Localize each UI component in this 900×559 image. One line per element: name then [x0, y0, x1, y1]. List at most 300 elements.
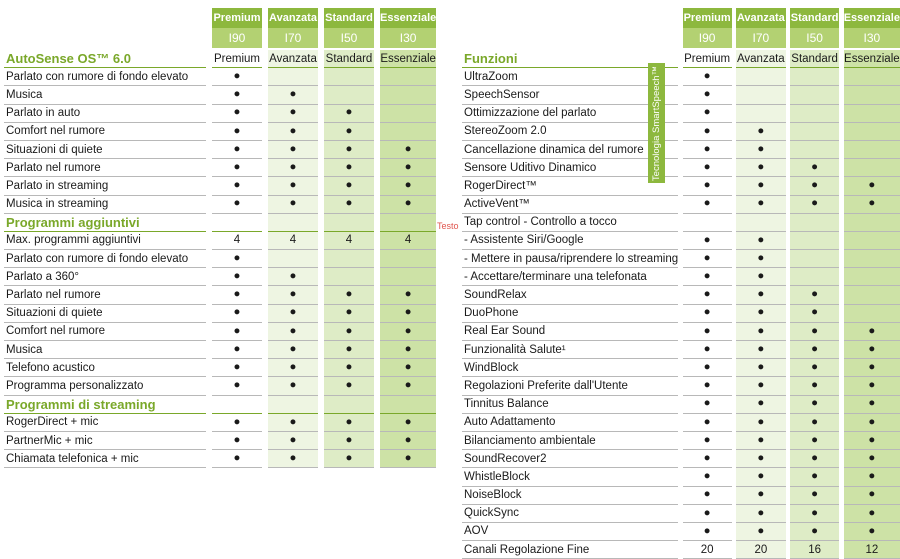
- cell-i70: ●: [268, 177, 318, 195]
- cell-i90: 4: [212, 231, 262, 249]
- cell-i70: ●: [268, 86, 318, 104]
- cell-i50: [324, 68, 374, 86]
- feature-label: Canali Regolazione Fine: [462, 541, 678, 559]
- feature-label: Situazioni di quiete: [4, 304, 206, 322]
- table-row: [462, 377, 900, 395]
- cell-i50: ●: [790, 286, 839, 304]
- feature-label: Parlato nel rumore: [4, 159, 206, 177]
- cell-i30: 4: [380, 231, 436, 249]
- cell-i90: ●: [683, 395, 732, 413]
- feature-label: ActiveVent™: [462, 195, 678, 213]
- cell-i70: ●: [736, 341, 785, 359]
- cell-i70: ●: [736, 140, 785, 158]
- cell-i30: ●: [844, 486, 900, 504]
- programs-comparison-table: [4, 8, 436, 468]
- cell-i50: ●: [790, 322, 839, 340]
- section-title: Programmi di streaming: [4, 395, 206, 413]
- cell-i50: [324, 395, 374, 413]
- cell-i30: 12: [844, 541, 900, 559]
- cell-i30: [380, 213, 436, 231]
- feature-label: Parlato con rumore di fondo elevato: [4, 68, 206, 86]
- cell-i50: Standard: [790, 49, 839, 68]
- cell-i70: ●: [736, 177, 785, 195]
- table-row: [462, 231, 900, 249]
- cell-i30: ●: [380, 286, 436, 304]
- cell-i90: ●: [212, 195, 262, 213]
- cell-i50: [790, 213, 839, 231]
- cell-i90: ●: [683, 322, 732, 340]
- tier-name-3: Essenziale: [844, 8, 900, 28]
- cell-i30: [844, 140, 900, 158]
- cell-i90: ●: [683, 250, 732, 268]
- section-header: [4, 395, 436, 413]
- table-row: [462, 177, 900, 195]
- cell-i50: [324, 268, 374, 286]
- cell-i70: ●: [736, 159, 785, 177]
- cell-i30: Essenziale: [844, 49, 900, 68]
- cell-i90: ●: [212, 159, 262, 177]
- cell-i70: ●: [268, 431, 318, 449]
- cell-i30: ●: [380, 413, 436, 431]
- feature-label: Tinnitus Balance: [462, 395, 678, 413]
- features-comparison-table: [462, 8, 900, 559]
- cell-i30: ●: [844, 341, 900, 359]
- cell-i90: [212, 213, 262, 231]
- table-row: [4, 322, 436, 340]
- cell-i30: ●: [844, 377, 900, 395]
- cell-i50: ●: [790, 159, 839, 177]
- cell-i90: ●: [683, 522, 732, 540]
- cell-i50: 4: [324, 231, 374, 249]
- table-row: [462, 468, 900, 486]
- feature-label: Musica: [4, 86, 206, 104]
- cell-i50: ●: [324, 431, 374, 449]
- cell-i70: ●: [736, 122, 785, 140]
- cell-i70: ●: [736, 322, 785, 340]
- feature-label: Parlato a 360°: [4, 268, 206, 286]
- table-row: [462, 486, 900, 504]
- cell-i90: ●: [212, 341, 262, 359]
- cell-i90: 20: [683, 541, 732, 559]
- cell-i50: ●: [324, 286, 374, 304]
- cell-i90: ●: [683, 140, 732, 158]
- cell-i30: [380, 68, 436, 86]
- cell-i30: [844, 286, 900, 304]
- cell-i50: ●: [324, 322, 374, 340]
- feature-label: Regolazioni Preferite dall'Utente: [462, 377, 678, 395]
- cell-i70: ●: [736, 450, 785, 468]
- table-row: [462, 104, 900, 122]
- feature-label: AOV: [462, 522, 678, 540]
- cell-i30: ●: [844, 359, 900, 377]
- cell-i70: ●: [268, 322, 318, 340]
- cell-i70: ●: [736, 431, 785, 449]
- cell-i30: ●: [844, 177, 900, 195]
- cell-i30: [844, 250, 900, 268]
- cell-i50: [790, 86, 839, 104]
- cell-i30: ●: [380, 322, 436, 340]
- smartspeech-label-text: Tecnologia SmartSpeech™: [651, 65, 662, 181]
- cell-i90: ●: [683, 450, 732, 468]
- cell-i30: [844, 104, 900, 122]
- cell-i70: ●: [736, 304, 785, 322]
- feature-label: StereoZoom 2.0: [462, 122, 678, 140]
- model-code-2: I50: [324, 28, 374, 49]
- feature-label: Telefono acustico: [4, 359, 206, 377]
- feature-label: Musica in streaming: [4, 195, 206, 213]
- feature-label: - Mettere in pausa/riprendere lo streaming: [462, 250, 678, 268]
- cell-i30: ●: [380, 140, 436, 158]
- cell-i30: ●: [844, 395, 900, 413]
- cell-i30: ●: [844, 468, 900, 486]
- table-row: [4, 122, 436, 140]
- feature-label: PartnerMic + mic: [4, 431, 206, 449]
- header-row-tiers: [4, 8, 436, 28]
- cell-i30: ●: [380, 359, 436, 377]
- cell-i50: [790, 68, 839, 86]
- cell-i70: ●: [268, 341, 318, 359]
- table-row: [4, 104, 436, 122]
- cell-i90: ●: [212, 286, 262, 304]
- tier-name-0: Premium: [212, 8, 262, 28]
- cell-i90: ●: [212, 140, 262, 158]
- cell-i90: ●: [683, 341, 732, 359]
- cell-i90: ●: [683, 122, 732, 140]
- table-row: [4, 286, 436, 304]
- cell-i90: ●: [212, 250, 262, 268]
- cell-i50: ●: [324, 122, 374, 140]
- section-title: Programmi aggiuntivi: [4, 213, 206, 231]
- table-row: [462, 286, 900, 304]
- cell-i30: [844, 304, 900, 322]
- cell-i30: [380, 86, 436, 104]
- feature-label: Real Ear Sound: [462, 322, 678, 340]
- cell-i30: [380, 395, 436, 413]
- cell-i90: ●: [212, 377, 262, 395]
- cell-i50: ●: [790, 359, 839, 377]
- cell-i50: ●: [324, 195, 374, 213]
- table-row: [4, 268, 436, 286]
- feature-label: Auto Adattamento: [462, 413, 678, 431]
- cell-i50: ●: [324, 341, 374, 359]
- feature-label: NoiseBlock: [462, 486, 678, 504]
- cell-i90: ●: [683, 68, 732, 86]
- cell-i30: [380, 104, 436, 122]
- section-title: AutoSense OS™ 6.0: [4, 49, 206, 68]
- table-row: [4, 195, 436, 213]
- cell-i70: ●: [268, 359, 318, 377]
- cell-i70: ●: [736, 468, 785, 486]
- cell-i90: ●: [212, 177, 262, 195]
- table-row: [462, 322, 900, 340]
- cell-i30: ●: [844, 522, 900, 540]
- cell-i90: ●: [212, 322, 262, 340]
- cell-i50: ●: [790, 341, 839, 359]
- cell-i30: [844, 68, 900, 86]
- cell-i90: ●: [212, 268, 262, 286]
- table-row: [4, 86, 436, 104]
- feature-label: Comfort nel rumore: [4, 122, 206, 140]
- cell-i30: ●: [380, 177, 436, 195]
- table-row: [462, 304, 900, 322]
- cell-i50: ●: [790, 177, 839, 195]
- cell-i90: ●: [212, 68, 262, 86]
- cell-i50: ●: [790, 377, 839, 395]
- table-row: [462, 159, 900, 177]
- feature-label: Programma personalizzato: [4, 377, 206, 395]
- cell-i90: ●: [683, 431, 732, 449]
- table-row: [462, 213, 900, 231]
- tier-name-2: Standard: [324, 8, 374, 28]
- cell-i90: Premium: [212, 49, 262, 68]
- cell-i70: ●: [736, 395, 785, 413]
- cell-i70: 4: [268, 231, 318, 249]
- cell-i30: ●: [844, 504, 900, 522]
- cell-i70: [736, 213, 785, 231]
- cell-i70: [268, 213, 318, 231]
- tier-name-2: Standard: [790, 8, 839, 28]
- feature-label: Cancellazione dinamica del rumore: [462, 140, 678, 158]
- table-row: [4, 359, 436, 377]
- cell-i50: ●: [790, 395, 839, 413]
- table-row: [462, 122, 900, 140]
- feature-label: Funzionalità Salute¹: [462, 341, 678, 359]
- table-row: [462, 450, 900, 468]
- cell-i90: ●: [683, 377, 732, 395]
- feature-label: QuickSync: [462, 504, 678, 522]
- cell-i90: ●: [683, 413, 732, 431]
- section-header: [4, 213, 436, 231]
- header-row-models: [4, 28, 436, 49]
- feature-label: - Assistente Siri/Google: [462, 231, 678, 249]
- table-row: [4, 140, 436, 158]
- cell-i90: Premium: [683, 49, 732, 68]
- cell-i30: Essenziale: [380, 49, 436, 68]
- table-row: [462, 431, 900, 449]
- cell-i90: ●: [212, 104, 262, 122]
- table-row: [462, 522, 900, 540]
- model-code-1: I70: [268, 28, 318, 49]
- feature-label: SoundRelax: [462, 286, 678, 304]
- table-row: [462, 504, 900, 522]
- cell-i70: ●: [736, 195, 785, 213]
- table-row: [462, 341, 900, 359]
- header-row-tiers: [462, 8, 900, 28]
- feature-label: Parlato con rumore di fondo elevato: [4, 250, 206, 268]
- table-row: [462, 541, 900, 559]
- cell-i70: Avanzata: [736, 49, 785, 68]
- cell-i50: ●: [324, 140, 374, 158]
- cell-i70: [736, 104, 785, 122]
- cell-i50: ●: [790, 504, 839, 522]
- cell-i50: ●: [324, 159, 374, 177]
- cell-i30: [380, 250, 436, 268]
- cell-i70: ●: [736, 413, 785, 431]
- cell-i90: ●: [683, 195, 732, 213]
- table-row: [4, 68, 436, 86]
- cell-i70: ●: [736, 286, 785, 304]
- cell-i90: ●: [212, 86, 262, 104]
- feature-label: RogerDirect™: [462, 177, 678, 195]
- cell-i90: ●: [212, 122, 262, 140]
- cell-i70: 20: [736, 541, 785, 559]
- feature-label: Comfort nel rumore: [4, 322, 206, 340]
- cell-i30: ●: [844, 322, 900, 340]
- cell-i70: [268, 250, 318, 268]
- cell-i70: ●: [268, 268, 318, 286]
- cell-i30: [844, 159, 900, 177]
- feature-label: Musica: [4, 341, 206, 359]
- cell-i70: ●: [268, 377, 318, 395]
- cell-i70: ●: [268, 104, 318, 122]
- table-row: [4, 159, 436, 177]
- table-row: [4, 304, 436, 322]
- feature-label: Bilanciamento ambientale: [462, 431, 678, 449]
- model-code-0: I90: [683, 28, 732, 49]
- cell-i90: ●: [683, 504, 732, 522]
- cell-i30: [844, 231, 900, 249]
- cell-i90: ●: [683, 104, 732, 122]
- cell-i30: ●: [844, 450, 900, 468]
- cell-i90: ●: [212, 413, 262, 431]
- cell-i90: ●: [212, 304, 262, 322]
- feature-label: Chiamata telefonica + mic: [4, 450, 206, 468]
- cell-i90: ●: [683, 486, 732, 504]
- cell-i30: ●: [844, 431, 900, 449]
- cell-i90: ●: [683, 86, 732, 104]
- header-spacer: [4, 8, 206, 28]
- annotation-label: Testo: [437, 221, 459, 231]
- cell-i70: ●: [268, 450, 318, 468]
- header-row-models: [462, 28, 900, 49]
- table-row: [462, 413, 900, 431]
- tier-name-1: Avanzata: [268, 8, 318, 28]
- table-row: [462, 68, 900, 86]
- cell-i70: ●: [268, 286, 318, 304]
- cell-i50: ●: [790, 486, 839, 504]
- table-row: [462, 250, 900, 268]
- cell-i30: [380, 268, 436, 286]
- cell-i70: ●: [268, 304, 318, 322]
- cell-i30: ●: [380, 159, 436, 177]
- feature-label: SpeechSensor: [462, 86, 678, 104]
- cell-i70: ●: [268, 122, 318, 140]
- cell-i90: ●: [683, 159, 732, 177]
- section-header: [4, 49, 436, 68]
- cell-i70: ●: [736, 504, 785, 522]
- feature-label: DuoPhone: [462, 304, 678, 322]
- feature-label: Parlato in auto: [4, 104, 206, 122]
- model-code-0: I90: [212, 28, 262, 49]
- model-code-3: I30: [844, 28, 900, 49]
- header-spacer: [4, 28, 206, 49]
- cell-i50: ●: [790, 431, 839, 449]
- cell-i70: ●: [268, 195, 318, 213]
- cell-i50: [324, 86, 374, 104]
- cell-i30: [844, 268, 900, 286]
- cell-i50: [790, 250, 839, 268]
- feature-label: Situazioni di quiete: [4, 140, 206, 158]
- cell-i50: [790, 104, 839, 122]
- left-table: [4, 8, 436, 468]
- cell-i70: ●: [268, 413, 318, 431]
- cell-i70: ●: [268, 159, 318, 177]
- tier-name-3: Essenziale: [380, 8, 436, 28]
- cell-i70: [736, 86, 785, 104]
- table-row: [462, 268, 900, 286]
- cell-i70: [268, 68, 318, 86]
- table-row: [462, 86, 900, 104]
- cell-i30: ●: [380, 304, 436, 322]
- table-row: [4, 413, 436, 431]
- cell-i70: [736, 68, 785, 86]
- cell-i50: ●: [324, 359, 374, 377]
- table-row: [4, 250, 436, 268]
- cell-i30: ●: [380, 195, 436, 213]
- feature-label: RogerDirect + mic: [4, 413, 206, 431]
- cell-i90: [212, 395, 262, 413]
- right-table: [462, 8, 900, 559]
- cell-i50: ●: [790, 195, 839, 213]
- tier-name-0: Premium: [683, 8, 732, 28]
- feature-label: Parlato in streaming: [4, 177, 206, 195]
- cell-i30: ●: [380, 377, 436, 395]
- cell-i50: ●: [790, 468, 839, 486]
- cell-i50: ●: [324, 377, 374, 395]
- cell-i30: ●: [844, 195, 900, 213]
- feature-label: Sensore Uditivo Dinamico: [462, 159, 678, 177]
- feature-label: Parlato nel rumore: [4, 286, 206, 304]
- cell-i90: ●: [212, 359, 262, 377]
- cell-i30: ●: [380, 450, 436, 468]
- header-spacer: [462, 8, 678, 28]
- cell-i70: ●: [736, 268, 785, 286]
- cell-i90: ●: [683, 468, 732, 486]
- cell-i30: ●: [844, 413, 900, 431]
- cell-i70: ●: [736, 359, 785, 377]
- table-row: [4, 377, 436, 395]
- feature-label: UltraZoom: [462, 68, 678, 86]
- cell-i30: [844, 213, 900, 231]
- cell-i50: Standard: [324, 49, 374, 68]
- cell-i50: [790, 268, 839, 286]
- cell-i50: ●: [790, 413, 839, 431]
- cell-i70: ●: [736, 522, 785, 540]
- cell-i30: ●: [380, 431, 436, 449]
- cell-i70: [268, 395, 318, 413]
- section-header: [462, 49, 900, 68]
- cell-i90: ●: [212, 431, 262, 449]
- cell-i50: ●: [790, 450, 839, 468]
- cell-i50: ●: [324, 413, 374, 431]
- feature-label: - Accettare/terminare una telefonata: [462, 268, 678, 286]
- table-row: [462, 359, 900, 377]
- cell-i30: [844, 86, 900, 104]
- cell-i50: [790, 231, 839, 249]
- cell-i90: ●: [683, 286, 732, 304]
- cell-i30: [380, 122, 436, 140]
- cell-i50: [790, 122, 839, 140]
- model-code-2: I50: [790, 28, 839, 49]
- smartspeech-vertical-label: [648, 63, 665, 183]
- table-row: [462, 395, 900, 413]
- feature-label: Max. programmi aggiuntivi: [4, 231, 206, 249]
- section-title: Funzioni: [462, 49, 678, 68]
- model-code-3: I30: [380, 28, 436, 49]
- table-row: [462, 195, 900, 213]
- cell-i30: ●: [380, 341, 436, 359]
- cell-i70: Avanzata: [268, 49, 318, 68]
